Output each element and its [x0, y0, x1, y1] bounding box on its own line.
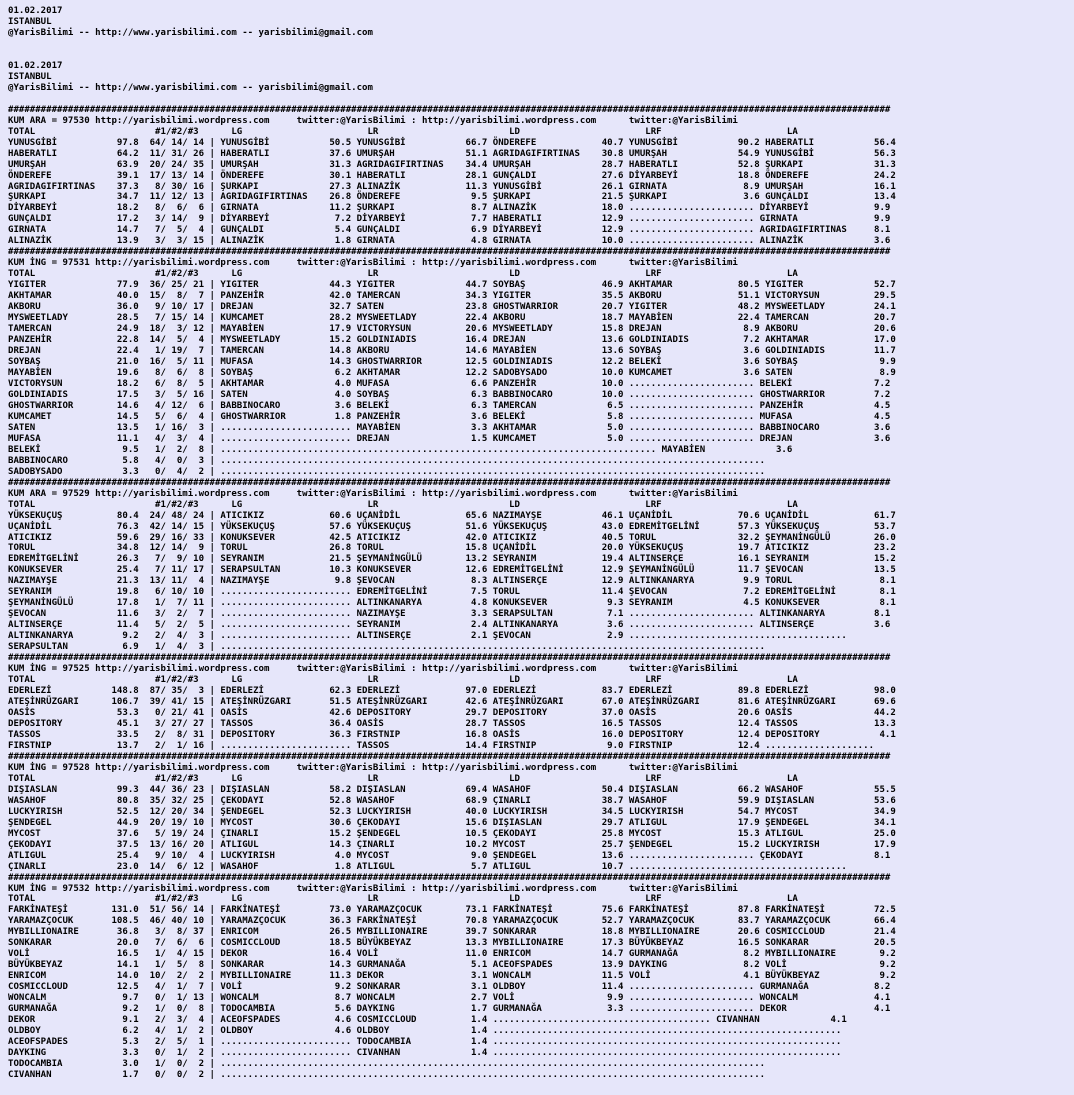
text-line: ISTANBUL [8, 71, 52, 82]
text-line: YIGITER 77.9 36/ 25/ 21 | YIGITER 44.3 YIGITER 44.7 SOYBAŞ 46.9 AKHTAMAR 80.5 YIGITER 52.7 [8, 280, 896, 291]
text-line: UMURŞAH 63.9 20/ 24/ 35 | UMURŞAH 31.3 AGRIDAGIFIRTINAS 34.4 UMURŞAH 28.7 HABERATLI 52.8 ŞURKAPI 31.3 [8, 159, 896, 170]
text-line: YARAMAZÇOCUK 108.5 46/ 40/ 10 | YARAMAZÇOCUK 36.3 FARKİNATEŞİ 70.8 YARAMAZÇOCUK 52.7 YARAMAZÇOCUK 83.7 YARAMAZÇOCUK 66.4 [8, 916, 896, 927]
text-line: FIRSTNIP 13.7 2/ 1/ 16 | ........................ TASSOS 14.4 FIRSTNIP 9.0 FIRSTNIP 12.4 .................... [8, 740, 875, 751]
text-line: YÜKSEKUÇUŞ 80.4 24/ 48/ 24 | ATICIKIZ 60.6 UÇANİDİL 65.6 NAZIMAYŞE 46.1 UÇANİDİL 70.6 UÇANİDİL 61.7 [8, 510, 896, 521]
text-line: KUM İNG = 97525 http://yarisbilimi.wordpress.com twitter:@YarisBilimi : http://yarisbilimi.wordpress.com twitter:@YarisBilimi [8, 664, 738, 675]
text-line: KONUKSEVER 25.4 7/ 11/ 17 | SERAPSULTAN 10.3 KONUKSEVER 12.6 EDREMİTGELİNİ 12.9 ŞEYMANİNGÜLÜ 11.7 ŞEVOCAN 13.5 [8, 565, 896, 576]
text-line [8, 50, 896, 61]
text-line: ISTANBUL [8, 16, 52, 27]
text-line: AKBORU 36.0 9/ 10/ 17 | DREJAN 32.7 SATEN 23.8 GHOSTWARRIOR 20.7 YIGITER 48.2 MYSWEETLADY 24.1 [8, 302, 896, 313]
text-line: KUM ARA = 97530 http://yarisbilimi.wordpress.com twitter:@YarisBilimi : http://yarisbilimi.wordpress.com twitter:@YarisBilimi [8, 115, 738, 126]
text-line: VICTORYSUN 18.2 6/ 8/ 5 | AKHTAMAR 4.0 MUFASA 6.6 PANZEHİR 10.0 ....................... BELEKİ 7.2 [8, 378, 891, 389]
text-line: KUM İNG = 97528 http://yarisbilimi.wordpress.com twitter:@YarisBilimi : http://yarisbilimi.wordpress.com twitter:@YarisBilimi [8, 762, 738, 773]
text-line: OLDBOY 6.2 4/ 1/ 2 | OLDBOY 4.6 OLDBOY 1.4 ................................................................ [8, 1026, 842, 1037]
text-line: FARKİNATEŞİ 131.0 51/ 56/ 14 | FARKİNATEŞİ 73.0 YARAMAZÇOCUK 73.1 FARKİNATEŞİ 75.6 FARKİNATEŞİ 87.8 FARKİNATEŞİ 72.5 [8, 905, 896, 916]
text-line: ATEŞİNRÜZGARI 106.7 39/ 41/ 15 | ATEŞİNRÜZGARI 51.5 ATEŞİNRÜZGARI 42.6 ATEŞİNRÜZGARI 67.0 ATEŞİNRÜZGARI 81.6 ATEŞİNRÜZGARI 69.6 [8, 697, 896, 708]
text-line: TOTAL #1/#2/#3 LG LR LD LRF LA [8, 269, 798, 280]
text-line: ################################################################################################################################################################## [8, 247, 891, 258]
text-line: @YarisBilimi -- http://www.yarisbilimi.com -- yarisbilimi@gmail.com [8, 27, 373, 38]
text-line: SEYRANIM 19.8 6/ 10/ 10 | ........................ EDREMİTGELİNİ 7.5 TORUL 11.4 ŞEVOCAN 7.2 EDREMİTGELİNİ 8.1 [8, 587, 896, 598]
text-line: TOTAL #1/#2/#3 LG LR LD LRF LA [8, 894, 798, 905]
text-line: 01.02.2017 [8, 60, 63, 71]
text-line: KUM İNG = 97532 http://yarisbilimi.wordpress.com twitter:@YarisBilimi : http://yarisbilimi.wordpress.com twitter:@YarisBilimi [8, 883, 738, 894]
text-line: AKHTAMAR 40.0 15/ 8/ 7 | PANZEHİR 42.0 TAMERCAN 34.3 YIGITER 35.5 AKBORU 51.1 VICTORYSUN 29.5 [8, 291, 896, 302]
text-line: SERAPSULTAN 6.9 1/ 4/ 3 | .................................................................................................... [8, 642, 766, 653]
text-line: DREJAN 22.4 1/ 19/ 7 | TAMERCAN 14.8 AKBORU 14.6 MAYABİEN 13.6 SOYBAŞ 3.6 GOLDINIADIS 11.7 [8, 346, 896, 357]
text-line: COSMICCLOUD 12.5 4/ 1/ 7 | VOLİ 9.2 SONKARAR 3.1 OLDBOY 11.4 ....................... GURMANAĞA 8.2 [8, 982, 891, 993]
text-line [8, 39, 896, 50]
text-line: ŞEYMANİNGÜLÜ 17.8 1/ 7/ 11 | ........................ ALTINKANARYA 4.8 KONUKSEVER 9.3 SEYRANIM 4.5 KONUKSEVER 8.1 [8, 598, 896, 609]
text-line: TOTAL #1/#2/#3 LG LR LD LRF LA [8, 499, 798, 510]
text-line: 01.02.2017 [8, 6, 63, 16]
text-line: MYCOST 37.6 5/ 19/ 24 | ÇINARLI 15.2 ŞENDEGEL 10.5 ÇEKODAYI 25.8 MYCOST 15.3 ATLIGUL 25.0 [8, 828, 896, 839]
text-line: KUM İNG = 97531 http://yarisbilimi.wordpress.com twitter:@YarisBilimi : http://yarisbilimi.wordpress.com twitter:@YarisBilimi [8, 258, 738, 269]
text-line: WONCALM 9.7 0/ 1/ 13 | WONCALM 8.7 WONCALM 2.7 VOLİ 9.9 ....................... WONCALM 4.1 [8, 993, 891, 1004]
text-line: ŞEVOCAN 11.6 3/ 2/ 7 | ........................ NAZIMAYŞE 3.3 SERAPSULTAN 7.1 ....................... ALTINKANARYA 8.1 [8, 609, 891, 620]
text-line: CIVANHAN 1.7 0/ 0/ 2 | .................................................................................................... [8, 1069, 766, 1080]
text-line: GIRNATA 14.7 7/ 5/ 4 | GUNÇALDI 5.4 GUNÇALDI 6.9 DİYARBEYİ 12.9 ....................... AGRIDAGIFIRTINAS 8.1 [8, 225, 891, 236]
text-line: ################################################################################################################################################################## [8, 477, 891, 488]
text-line: ################################################################################################################################################################## [8, 872, 891, 883]
text-line: SOYBAŞ 21.0 16/ 5/ 11 | MUFASA 14.3 GHOSTWARRIOR 12.5 GOLDINIADIS 12.2 BELEKİ 3.6 SOYBAŞ 9.9 [8, 357, 896, 367]
text-line: ATICIKIZ 59.6 29/ 16/ 33 | KONUKSEVER 42.5 ATICIKIZ 42.0 ATICIKIZ 40.5 TORUL 32.2 ŞEYMANİNGÜLÜ 26.0 [8, 532, 896, 543]
text-line: ÖNDEREFE 39.1 17/ 13/ 14 | ÖNDEREFE 30.1 HABERATLI 28.1 GUNÇALDI 27.6 DİYARBEYİ 18.8 ÖNDEREFE 24.2 [8, 170, 896, 181]
text-line: ATLIGUL 25.4 9/ 10/ 4 | LUCKYIRISH 4.0 MYCOST 9.0 ŞENDEGEL 13.6 ....................... ÇEKODAYI 8.1 [8, 850, 891, 861]
text-line: MAYABİEN 19.6 8/ 6/ 8 | SOYBAŞ 6.2 AKHTAMAR 12.2 SADOBYSADO 10.0 KUMCAMET 3.6 SATEN 8.9 [8, 367, 896, 378]
race-results-document [8, 6, 896, 1081]
text-line: KUM ARA = 97529 http://yarisbilimi.wordpress.com twitter:@YarisBilimi : http://yarisbilimi.wordpress.com twitter:@YarisBilimi [8, 488, 738, 499]
text-line [8, 94, 896, 105]
text-line: AGRIDAGIFIRTINAS 37.3 8/ 30/ 16 | ŞURKAPI 27.3 ALINAZİK 11.3 YUNUSGİBİ 26.1 GIRNATA 8.9 UMURŞAH 16.1 [8, 181, 896, 192]
text-line: ÇEKODAYI 37.5 13/ 16/ 20 | ATLIGUL 14.3 ÇINARLI 10.2 MYCOST 25.7 ŞENDEGEL 15.2 LUCKYIRISH 17.9 [8, 839, 896, 850]
text-line: ŞURKAPI 34.7 11/ 12/ 13 | AGRIDAGIFIRTINAS 26.8 ÖNDEREFE 9.5 ŞURKAPI 21.5 ŞURKAPI 3.6 GUNÇALDI 13.4 [8, 192, 896, 203]
text-line: ################################################################################################################################################################## [8, 653, 891, 664]
text-line: TASSOS 33.5 2/ 8/ 31 | DEPOSITORY 36.3 FIRSTNIP 16.8 OASİS 16.0 DEPOSITORY 12.4 DEPOSITORY 4.1 [8, 729, 896, 740]
text-line: LUCKYIRISH 52.5 12/ 20/ 34 | ŞENDEGEL 52.3 LUCKYIRISH 40.0 LUCKYIRISH 34.5 LUCKYIRISH 54.7 MYCOST 34.9 [8, 806, 896, 817]
text-line: GOLDINIADIS 17.5 3/ 5/ 16 | SATEN 4.0 SOYBAŞ 6.3 BABBINOCARO 10.0 ....................... GHOSTWARRIOR 7.2 [8, 389, 891, 400]
text-line: TOTAL #1/#2/#3 LG LR LD LRF LA [8, 773, 798, 784]
text-line: ÇINARLI 23.0 14/ 6/ 12 | WASAHOF 1.8 ATLIGUL 5.7 ATLIGUL 10.7 ........................................ [8, 861, 847, 872]
text-line: VOLİ 16.5 1/ 4/ 15 | DEKOR 16.4 VOLİ 11.0 ENRICOM 14.7 GURMANAĞA 8.2 MYBILLIONAIRE 9.2 [8, 949, 896, 960]
text-line: MYSWEETLADY 28.5 7/ 15/ 14 | KUMCAMET 28.2 MYSWEETLADY 22.4 AKBORU 18.7 MAYABİEN 22.4 TAMERCAN 20.7 [8, 313, 896, 324]
text-line: ################################################################################################################################################################## [8, 104, 891, 115]
text-line: GUNÇALDI 17.2 3/ 14/ 9 | DİYARBEYİ 7.2 DİYARBEYİ 7.7 HABERATLI 12.9 ....................... GIRNATA 9.9 [8, 214, 891, 225]
text-line: YUNUSGİBİ 97.8 64/ 14/ 14 | YUNUSGİBİ 50.5 YUNUSGİBİ 66.7 ÖNDEREFE 40.7 YUNUSGİBİ 90.2 HABERATLI 56.4 [8, 137, 896, 148]
text-line: BÜYÜKBEYAZ 14.1 1/ 5/ 8 | SONKARAR 14.3 GURMANAĞA 5.1 ACEOFSPADES 13.9 DAYKING 8.2 VOLİ 9.2 [8, 960, 896, 971]
text-line: GHOSTWARRIOR 14.6 4/ 12/ 6 | BABBINOCARO 3.6 BELEKİ 6.3 TAMERCAN 6.5 ....................... PANZEHİR 4.5 [8, 400, 891, 411]
text-line: BABBINOCARO 5.8 4/ 0/ 3 | .................................................................................................... [8, 455, 766, 466]
text-line: ################################################################################################################################################################## [8, 751, 891, 762]
text-line: DEKOR 9.1 2/ 3/ 4 | ACEOFSPADES 4.6 COSMICCLOUD 1.4 ........................................ CIVANHAN 4.1 [8, 1015, 847, 1026]
text-line: EDREMİTGELİNİ 26.3 7/ 9/ 10 | SEYRANIM 21.5 ŞEYMANİNGÜLÜ 13.2 SEYRANIM 19.4 ALTINSERÇE 16.1 SEYRANIM 15.2 [8, 554, 896, 565]
text-line: EDERLEZİ 148.8 87/ 35/ 3 | EDERLEZİ 62.3 EDERLEZİ 97.0 EDERLEZİ 83.7 EDERLEZİ 89.8 EDERLEZİ 98.0 [8, 686, 896, 697]
text-line: MYBILLIONAIRE 36.8 3/ 8/ 37 | ENRICOM 26.5 MYBILLIONAIRE 39.7 SONKARAR 18.8 MYBILLIONAIRE 20.6 COSMICCLOUD 21.4 [8, 927, 896, 938]
text-line: DIŞIASLAN 99.3 44/ 36/ 23 | DIŞIASLAN 58.2 DIŞIASLAN 69.4 WASAHOF 50.4 DIŞIASLAN 66.2 WASAHOF 55.5 [8, 784, 896, 795]
text-line: ALTINSERÇE 11.4 5/ 2/ 5 | ........................ SEYRANIM 2.4 ALTINKANARYA 3.6 ....................... ALTINSERÇE 3.6 [8, 620, 891, 631]
text-line: BELEKİ 9.5 1/ 2/ 8 | ................................................................................ MAYABİEN 3.6 [8, 444, 793, 455]
text-line: SATEN 13.5 1/ 16/ 3 | ........................ MAYABİEN 3.3 AKHTAMAR 5.0 ....................... BABBINOCARO 3.6 [8, 422, 891, 433]
text-line: DEPOSITORY 45.1 3/ 27/ 27 | TASSOS 36.4 OASİS 28.7 TASSOS 16.5 TASSOS 12.4 TASSOS 13.3 [8, 718, 896, 729]
text-line: WASAHOF 80.8 35/ 32/ 25 | ÇEKODAYI 52.8 WASAHOF 68.9 ÇINARLI 38.7 WASAHOF 59.9 DIŞIASLAN 53.6 [8, 795, 896, 806]
text-line: DİYARBEYİ 18.2 8/ 6/ 6 | GIRNATA 11.2 ŞURKAPI 8.7 ALINAZİK 18.0 ....................... DİYARBEYİ 9.9 [8, 203, 891, 214]
text-line: ALINAZİK 13.9 3/ 3/ 15 | ALINAZİK 1.8 GIRNATA 4.8 GIRNATA 10.0 ....................... ALINAZİK 3.6 [8, 236, 891, 247]
text-line: SONKARAR 20.0 7/ 6/ 6 | COSMICCLOUD 18.5 BÜYÜKBEYAZ 13.3 MYBILLIONAIRE 17.3 BÜYÜKBEYAZ 16.5 SONKARAR 20.5 [8, 938, 896, 949]
text-line: OASİS 53.3 0/ 21/ 41 | OASİS 42.6 DEPOSITORY 29.7 DEPOSITORY 37.0 OASİS 20.6 OASİS 44.2 [8, 708, 896, 718]
text-line: HABERATLI 64.2 11/ 31/ 26 | HABERATLI 37.6 UMURŞAH 51.1 AGRIDAGIFIRTINAS 30.8 UMURŞAH 54.9 YUNUSGİBİ 56.3 [8, 148, 896, 159]
text-line: ALTINKANARYA 9.2 2/ 4/ 3 | ........................ ALTINSERÇE 2.1 ŞEVOCAN 2.9 ........................................ [8, 631, 847, 642]
text-line: ACEOFSPADES 5.3 2/ 5/ 1 | ........................ TODOCAMBIA 1.4 ................................................................ [8, 1037, 842, 1048]
text-line: KUMCAMET 14.5 5/ 6/ 4 | GHOSTWARRIOR 1.8 PANZEHİR 3.6 BELEKİ 5.8 ....................... MUFASA 4.5 [8, 411, 891, 422]
text-line: @YarisBilimi -- http://www.yarisbilimi.com -- yarisbilimi@gmail.com [8, 82, 373, 93]
text-line: ENRICOM 14.0 10/ 2/ 2 | MYBILLIONAIRE 11.3 DEKOR 3.1 WONCALM 11.5 VOLİ 4.1 BÜYÜKBEYAZ 9.2 [8, 971, 896, 982]
text-line: TODOCAMBIA 3.0 1/ 0/ 2 | .................................................................................................... [8, 1059, 766, 1069]
text-line: DAYKING 3.3 0/ 1/ 2 | ........................ CIVANHAN 1.4 ................................................................ [8, 1048, 842, 1059]
text-line: TAMERCAN 24.9 18/ 3/ 12 | MAYABİEN 17.9 VICTORYSUN 20.6 MYSWEETLADY 15.8 DREJAN 8.9 AKBORU 20.6 [8, 324, 896, 335]
text-line: PANZEHİR 22.8 14/ 5/ 4 | MYSWEETLADY 15.2 GOLDINIADIS 16.4 DREJAN 13.6 GOLDINIADIS 7.2 AKHTAMAR 17.0 [8, 335, 896, 346]
text-line: NAZIMAYŞE 21.3 13/ 11/ 4 | NAZIMAYŞE 9.8 ŞEVOCAN 8.3 ALTINSERÇE 12.9 ALTINKANARYA 9.9 TORUL 8.1 [8, 576, 896, 587]
text-line: SADOBYSADO 3.3 0/ 4/ 2 | .................................................................................................... [8, 466, 766, 477]
text-line: MUFASA 11.1 4/ 3/ 4 | ........................ DREJAN 1.5 KUMCAMET 5.0 ....................... DREJAN 3.6 [8, 433, 891, 444]
text-line: ŞENDEGEL 44.9 20/ 19/ 10 | MYCOST 30.6 ÇEKODAYI 15.6 DIŞIASLAN 29.7 ATLIGUL 17.9 ŞENDEGEL 34.1 [8, 817, 896, 828]
text-line: TOTAL #1/#2/#3 LG LR LD LRF LA [8, 126, 798, 137]
text-line: GURMANAĞA 9.2 1/ 0/ 8 | TODOCAMBIA 5.6 DAYKING 1.7 GURMANAĞA 3.3 ....................... DEKOR 4.1 [8, 1004, 891, 1015]
text-line: UÇANİDİL 76.3 42/ 14/ 15 | YÜKSEKUÇUŞ 57.6 YÜKSEKUÇUŞ 51.6 YÜKSEKUÇUŞ 43.0 EDREMİTGELİNİ 57.3 YÜKSEKUÇUŞ 53.7 [8, 521, 896, 532]
text-line: TOTAL #1/#2/#3 LG LR LD LRF LA [8, 675, 798, 686]
text-line: TORUL 34.8 12/ 14/ 9 | TORUL 26.8 TORUL 15.8 UÇANİDİL 20.0 YÜKSEKUÇUŞ 19.7 ATICIKIZ 23.2 [8, 543, 896, 554]
